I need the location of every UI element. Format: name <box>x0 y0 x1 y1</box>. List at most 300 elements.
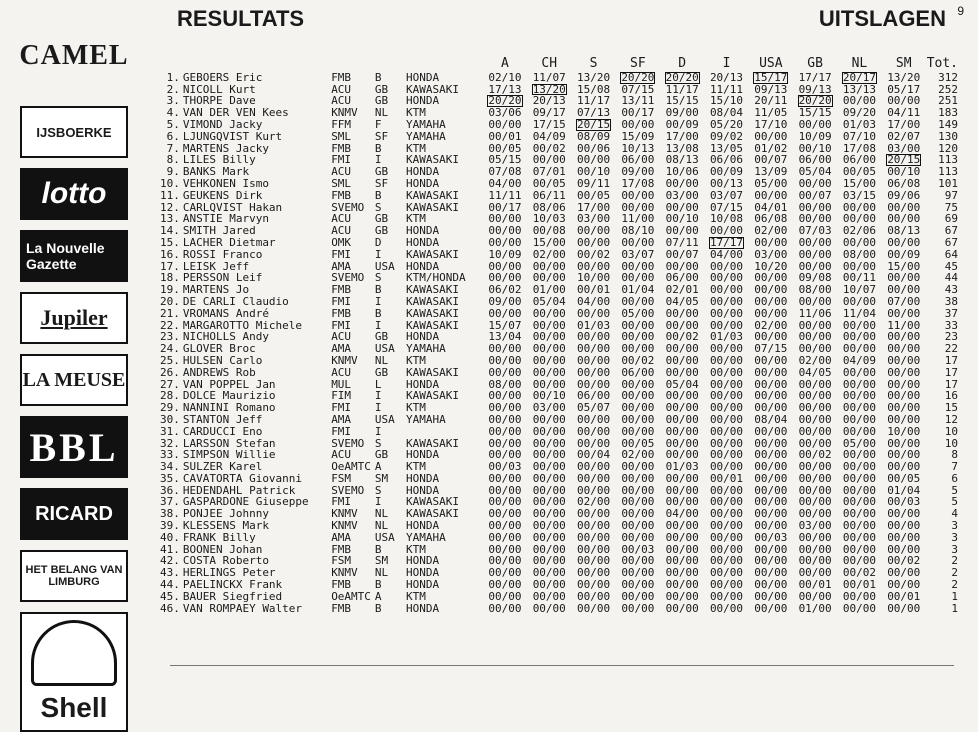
score-value: 00/09 <box>665 117 699 131</box>
score-value: 00/00 <box>887 578 921 592</box>
federation-cell: FMB <box>331 188 352 202</box>
boxed-score: 17/17 <box>709 235 744 249</box>
score-value: 00/17 <box>488 200 522 214</box>
score-value: 17/15 <box>532 117 566 131</box>
score-cell <box>882 414 926 426</box>
score-value: 00/00 <box>532 542 566 556</box>
table-row <box>158 249 958 261</box>
total-cell: 22 <box>944 342 958 356</box>
score-cell <box>882 591 926 603</box>
score-cell <box>483 131 527 143</box>
score-cell <box>483 308 527 320</box>
score-value: 00/00 <box>709 530 744 544</box>
score-value: 00/00 <box>709 224 744 238</box>
column-header: S <box>589 56 598 71</box>
score-value: 08/06 <box>532 200 566 214</box>
score-value: 06/00 <box>842 153 876 167</box>
score-value: 00/09 <box>887 247 921 261</box>
table-row <box>158 603 958 615</box>
score-value: 06/00 <box>621 365 655 379</box>
header-make <box>406 58 483 72</box>
ricard-logo: RICARD <box>20 488 128 540</box>
score-value: 05/07 <box>577 401 611 415</box>
rank-cell: 28. <box>159 389 180 403</box>
score-value: 00/00 <box>842 412 876 426</box>
total-cell: 3 <box>951 542 958 556</box>
title-uitslagen: UITSLAGEN <box>818 6 946 31</box>
score-value: 15/00 <box>842 176 876 190</box>
rider-name: DOLCE Maurizio <box>182 389 276 403</box>
score-value: 00/00 <box>754 235 788 249</box>
rank-cell: 21. <box>159 306 180 320</box>
federation-cell: ACU <box>331 448 352 462</box>
score-value: 00/00 <box>488 578 522 592</box>
score-cell <box>483 72 527 84</box>
federation-cell: MUL <box>331 377 352 391</box>
score-value: 08/13 <box>665 153 699 167</box>
score-value: 00/00 <box>798 483 832 497</box>
rider-name: SMITH Jared <box>182 224 256 238</box>
rider-name: VEHKONEN Ismo <box>182 176 269 190</box>
score-value: 06/02 <box>488 283 522 297</box>
federation-cell: FMI <box>331 401 352 415</box>
make-cell: KAWASAKI <box>406 306 460 320</box>
score-value: 04/09 <box>842 353 876 367</box>
score-value: 00/00 <box>577 519 611 533</box>
score-value: 00/00 <box>709 554 744 568</box>
rank-cell: 20. <box>159 294 180 308</box>
score-value: 00/00 <box>887 342 921 356</box>
nation-cell: B <box>374 141 382 155</box>
header-nation <box>375 58 406 72</box>
score-cell <box>837 249 881 261</box>
make-cell: KTM/HONDA <box>406 271 466 285</box>
score-value: 00/00 <box>842 589 876 603</box>
score-cell <box>571 190 615 202</box>
score-value: 10/03 <box>532 212 566 226</box>
score-cell <box>793 414 837 426</box>
score-cell <box>793 296 837 308</box>
score-value: 00/00 <box>488 507 522 521</box>
federation-cell: ACU <box>331 82 352 96</box>
score-value: 03/07 <box>621 247 655 261</box>
score-value: 00/00 <box>798 436 832 450</box>
score-value: 13/13 <box>842 82 876 96</box>
score-value: 10/20 <box>754 259 788 273</box>
score-cell <box>660 178 704 190</box>
score-value: 00/00 <box>532 589 566 603</box>
rank-cell: 7. <box>166 141 180 155</box>
score-cell <box>749 237 793 249</box>
rider-name: LILES Billy <box>182 153 256 167</box>
score-value: 00/00 <box>532 471 566 485</box>
rider-name: CARDUCCI Eno <box>182 424 263 438</box>
total-cell: 23 <box>944 330 958 344</box>
score-value: 00/00 <box>621 200 655 214</box>
make-cell: HONDA <box>406 566 440 580</box>
score-value: 07/10 <box>842 129 876 143</box>
score-value: 00/02 <box>621 353 655 367</box>
score-value: 00/00 <box>665 495 699 509</box>
score-cell <box>793 591 837 603</box>
total-cell: 4 <box>951 507 958 521</box>
score-value: 00/02 <box>842 566 876 580</box>
federation-cell: FMI <box>331 318 352 332</box>
score-value: 00/00 <box>577 377 611 391</box>
score-value: 08/04 <box>709 106 744 120</box>
make-cell: HONDA <box>406 176 440 190</box>
score-value: 00/00 <box>709 306 744 320</box>
total-cell: 1 <box>951 589 958 603</box>
rank-cell: 6. <box>166 129 180 143</box>
score-value: 00/00 <box>621 294 655 308</box>
score-value: 05/00 <box>842 436 876 450</box>
make-cell: KTM <box>406 460 426 474</box>
rider-name: STANTON Jeff <box>182 412 263 426</box>
score-value: 00/00 <box>532 365 566 379</box>
table-row <box>158 414 958 426</box>
nation-cell: GB <box>374 448 389 462</box>
score-value: 00/00 <box>709 283 744 297</box>
score-value: 00/00 <box>842 401 876 415</box>
score-cell <box>616 237 660 249</box>
nation-cell: GB <box>374 94 389 108</box>
make-cell: HONDA <box>406 235 440 249</box>
nation-cell: USA <box>374 342 395 356</box>
make-cell: HONDA <box>406 519 440 533</box>
score-value: 00/00 <box>577 224 611 238</box>
table-row <box>158 532 958 544</box>
nation-cell: L <box>374 377 382 391</box>
score-cell <box>660 473 704 485</box>
score-value: 00/01 <box>842 578 876 592</box>
score-value: 00/00 <box>577 342 611 356</box>
score-value: 00/00 <box>842 530 876 544</box>
federation-cell: SVEMO <box>331 271 365 285</box>
make-cell: KAWASAKI <box>406 247 460 261</box>
nation-cell: GB <box>374 330 389 344</box>
rider-name: VIMOND Jacky <box>182 117 263 131</box>
score-cell <box>749 308 793 320</box>
rider-name: NICHOLLS Andy <box>182 330 269 344</box>
score-value: 00/00 <box>842 448 876 462</box>
nation-cell: SM <box>374 471 389 485</box>
score-value: 00/00 <box>577 483 611 497</box>
score-value: 00/00 <box>709 460 744 474</box>
score-value: 15/00 <box>887 259 921 273</box>
score-value: 00/00 <box>887 212 921 226</box>
rider-name: MARTENS Jo <box>182 283 250 297</box>
score-value: 03/00 <box>577 212 611 226</box>
score-value: 00/01 <box>887 589 921 603</box>
table-row <box>158 591 958 603</box>
score-value: 02/00 <box>754 224 788 238</box>
score-value: 20/13 <box>709 70 744 84</box>
total-cell: 2 <box>951 566 958 580</box>
score-value: 00/00 <box>842 342 876 356</box>
federation-cell: AMA <box>331 412 352 426</box>
rank-cell: 45. <box>159 589 180 603</box>
score-value: 00/00 <box>709 271 744 285</box>
score-value: 00/02 <box>665 330 699 344</box>
make-cell: KAWASAKI <box>406 389 460 403</box>
score-cell <box>749 119 793 131</box>
federation-cell: OMK <box>331 235 352 249</box>
score-value: 00/00 <box>842 542 876 556</box>
score-value: 09/00 <box>488 294 522 308</box>
make-cell: HONDA <box>406 259 440 273</box>
nation-cell: I <box>374 389 382 403</box>
score-value: 00/00 <box>488 212 522 226</box>
nation-cell: SF <box>374 129 389 143</box>
boxed-score: 20/20 <box>798 94 832 108</box>
rank-cell: 31. <box>159 424 180 438</box>
nation-cell: GB <box>374 212 389 226</box>
score-value: 09/11 <box>577 176 611 190</box>
score-value: 00/00 <box>798 318 832 332</box>
table-row <box>158 237 958 249</box>
score-value: 00/02 <box>532 141 566 155</box>
rank-cell: 5. <box>166 117 180 131</box>
score-cell <box>660 426 704 438</box>
score-value: 00/03 <box>621 542 655 556</box>
score-cell <box>837 296 881 308</box>
score-value: 17/00 <box>577 200 611 214</box>
shell-logo <box>20 612 128 732</box>
rider-name: ROSSI Franco <box>182 247 263 261</box>
score-value: 00/00 <box>488 259 522 273</box>
score-value: 13/05 <box>709 141 744 155</box>
score-value: 15/07 <box>488 318 522 332</box>
score-cell <box>660 367 704 379</box>
score-cell <box>571 72 615 84</box>
score-value: 20/13 <box>532 94 566 108</box>
score-value: 00/00 <box>842 519 876 533</box>
score-value: 00/00 <box>709 601 744 615</box>
score-value: 00/00 <box>798 259 832 273</box>
rider-name: SULZER Karel <box>182 460 263 474</box>
rank-cell: 42. <box>159 554 180 568</box>
federation-cell: KNMV <box>331 519 358 533</box>
rank-cell: 29. <box>159 401 180 415</box>
score-value: 07/08 <box>488 165 522 179</box>
rank-cell: 38. <box>159 507 180 521</box>
score-value: 00/00 <box>488 554 522 568</box>
rider-name: HERLINGS Peter <box>182 566 276 580</box>
score-value: 00/05 <box>887 471 921 485</box>
score-value: 00/00 <box>532 448 566 462</box>
federation-cell: FMB <box>331 542 352 556</box>
score-value: 00/00 <box>798 200 832 214</box>
score-value: 00/00 <box>532 566 566 580</box>
score-value: 03/07 <box>709 188 744 202</box>
score-value: 00/00 <box>532 460 566 474</box>
score-cell <box>616 414 660 426</box>
score-value: 00/00 <box>842 294 876 308</box>
federation-cell: KNMV <box>331 566 358 580</box>
score-cell <box>793 355 837 367</box>
score-value: 07/01 <box>532 165 566 179</box>
make-cell: KAWASAKI <box>406 507 460 521</box>
score-cell <box>749 591 793 603</box>
table-row <box>158 190 958 202</box>
shell-emblem-icon <box>31 620 117 686</box>
federation-cell: FMB <box>331 306 352 320</box>
score-value: 00/00 <box>621 507 655 521</box>
rider-name: MARTENS Jacky <box>182 141 269 155</box>
score-value: 00/00 <box>665 471 699 485</box>
score-value: 00/00 <box>532 259 566 273</box>
nation-cell: S <box>374 436 382 450</box>
score-value: 00/00 <box>754 424 788 438</box>
score-value: 00/00 <box>754 578 788 592</box>
total-cell: 69 <box>944 212 958 226</box>
score-value: 00/07 <box>798 188 832 202</box>
score-value: 00/00 <box>709 507 744 521</box>
score-cell <box>837 131 881 143</box>
score-value: 00/00 <box>887 436 921 450</box>
total-cell: 1 <box>951 601 958 615</box>
rank-cell: 2. <box>166 82 180 96</box>
score-cell <box>704 532 748 544</box>
federation-cell: AMA <box>331 530 352 544</box>
score-cell <box>793 190 837 202</box>
score-value: 06/08 <box>754 212 788 226</box>
make-cell: YAMAHA <box>406 342 446 356</box>
score-value: 15/00 <box>532 235 566 249</box>
federation-cell: ACU <box>331 94 352 108</box>
score-value: 00/00 <box>577 424 611 438</box>
total-cell: 7 <box>951 460 958 474</box>
nation-cell: D <box>374 235 382 249</box>
table-row <box>158 178 958 190</box>
score-value: 08/00 <box>488 377 522 391</box>
score-value: 11/00 <box>887 318 921 332</box>
rider-name: PONJEE Johnny <box>182 507 269 521</box>
score-cell <box>571 603 615 615</box>
federation-cell: FMI <box>331 294 352 308</box>
total-cell: 10 <box>944 436 958 450</box>
score-value: 00/00 <box>621 530 655 544</box>
page-number: 9 <box>957 4 964 18</box>
federation-cell: FMB <box>331 578 352 592</box>
score-value: 00/03 <box>754 530 788 544</box>
score-value: 01/04 <box>621 283 655 297</box>
score-value: 17/00 <box>887 117 921 131</box>
total-cell: 67 <box>944 224 958 238</box>
rider-name: BANKS Mark <box>182 165 250 179</box>
score-cell <box>882 131 926 143</box>
make-cell: HONDA <box>406 578 440 592</box>
score-cell <box>483 249 527 261</box>
score-value: 13/04 <box>488 330 522 344</box>
score-value: 00/00 <box>754 460 788 474</box>
make-cell: YAMAHA <box>406 412 446 426</box>
score-value: 00/00 <box>532 507 566 521</box>
score-value: 00/00 <box>842 471 876 485</box>
score-value: 03/00 <box>798 519 832 533</box>
ijsboerke-logo: IJSBOERKE <box>20 106 128 158</box>
score-value: 00/00 <box>488 589 522 603</box>
make-cell: YAMAHA <box>406 117 446 131</box>
score-cell <box>749 355 793 367</box>
rider-name: ANSTIE Marvyn <box>182 212 269 226</box>
score-value: 00/00 <box>842 483 876 497</box>
score-value: 00/00 <box>488 424 522 438</box>
score-value: 00/00 <box>798 377 832 391</box>
score-value: 00/00 <box>665 342 699 356</box>
rank-cell: 27. <box>159 377 180 391</box>
make-cell: HONDA <box>406 330 440 344</box>
score-value: 00/00 <box>488 566 522 580</box>
score-cell <box>660 355 704 367</box>
score-value: 00/00 <box>577 353 611 367</box>
score-value: 00/00 <box>577 554 611 568</box>
score-cell <box>793 237 837 249</box>
score-value: 00/00 <box>532 377 566 391</box>
score-value: 09/06 <box>887 188 921 202</box>
score-value: 00/13 <box>709 176 744 190</box>
score-value: 00/00 <box>798 117 832 131</box>
score-value: 00/00 <box>665 389 699 403</box>
federation-cell: ACU <box>331 212 352 226</box>
make-cell: KAWASAKI <box>406 495 460 509</box>
score-cell <box>660 237 704 249</box>
table-row <box>158 131 958 143</box>
score-value: 02/06 <box>842 224 876 238</box>
score-value: 15/15 <box>665 94 699 108</box>
column-header: SF <box>630 56 646 71</box>
score-value: 01/03 <box>665 460 699 474</box>
score-value: 00/00 <box>621 495 655 509</box>
score-value: 00/07 <box>754 153 788 167</box>
score-value: 00/00 <box>798 412 832 426</box>
score-value: 00/10 <box>887 165 921 179</box>
score-value: 11/07 <box>532 70 566 84</box>
make-cell: KTM <box>406 141 426 155</box>
score-value: 00/00 <box>488 365 522 379</box>
rider-name: KLESSENS Mark <box>182 519 269 533</box>
total-cell: 37 <box>944 306 958 320</box>
score-cell <box>571 119 615 131</box>
score-value: 00/00 <box>709 259 744 273</box>
score-value: 00/00 <box>488 495 522 509</box>
nation-cell: B <box>374 306 382 320</box>
score-value: 00/00 <box>621 601 655 615</box>
boxed-score: 15/17 <box>754 70 788 84</box>
score-value: 01/04 <box>887 483 921 497</box>
score-value: 00/00 <box>887 271 921 285</box>
score-cell <box>483 367 527 379</box>
total-cell: 67 <box>944 235 958 249</box>
score-cell <box>793 308 837 320</box>
score-value: 00/00 <box>532 436 566 450</box>
score-cell <box>571 591 615 603</box>
score-cell <box>660 249 704 261</box>
score-value: 00/00 <box>532 530 566 544</box>
score-value: 00/00 <box>577 259 611 273</box>
shell-logo-text: Shell <box>40 692 108 723</box>
header-federation <box>331 58 375 72</box>
score-cell <box>882 190 926 202</box>
total-cell: 251 <box>938 94 958 108</box>
score-cell <box>704 367 748 379</box>
rider-name: PERSSON Leif <box>182 271 263 285</box>
rider-name: CARLQVIST Hakan <box>182 200 283 214</box>
score-value: 00/00 <box>754 283 788 297</box>
nouvelle-gazette-logo: La Nouvelle Gazette <box>20 230 128 282</box>
score-value: 00/01 <box>798 578 832 592</box>
